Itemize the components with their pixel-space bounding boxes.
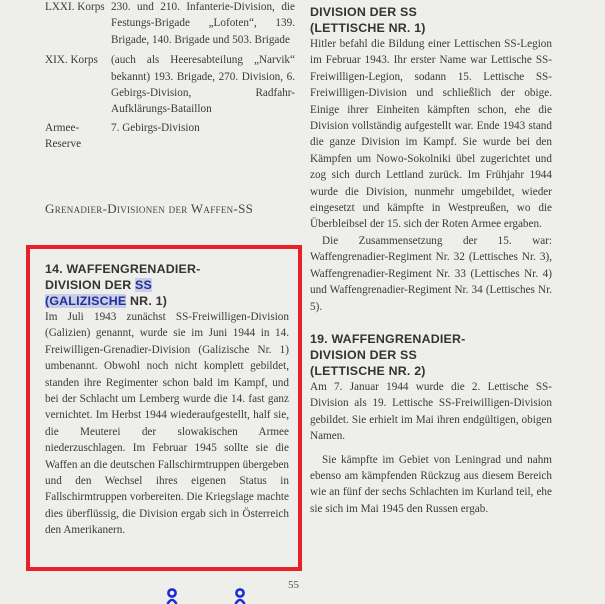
division-14-text: Im Juli 1943 zunächst SS-Freiwilligen-Division (Galizien) genannt, wurde sie im Juni 1944 in 14. Freiwilligen-Grenadier-Division (Galizische Nr. 1) umbenannt. Obwohl noch nicht komplett gebildet, standen ihre Regimenter schon bald im Kampf, und bei der Schlacht um Lemberg wurde die 14. fast ganz vernichtet. Im Herbst 1944 wiederaufgestellt, half sie, die Meuterei der slowakischen Armee niederzuschlagen. Im Februar 1945 sollte sie die Waffen an die deutschen Fallschirmtruppen übergeben und den Wechsel ihres eigenen Status in Fallschirmtruppen vorbereiten. Die Kriegslage machte dies überflüssig, die Division ergab sich in Österreich den Amerikanern. (45, 311, 289, 537)
marker-icon[interactable] (166, 587, 178, 604)
corps-list (45, 0, 295, 153)
highlighted-word[interactable]: (GALIZISCHE (45, 294, 127, 308)
section-heading: Grenadier-Divisionen der Waffen-SS (45, 201, 254, 216)
corps-row (45, 0, 295, 48)
page-number: 55 (288, 579, 299, 591)
highlighted-word[interactable]: SS (135, 278, 152, 292)
corps-name: LXXI. Korps (45, 1, 105, 13)
division-19-title (310, 331, 552, 379)
division-14-title-line: 14. WAFFENGRENADIER- (45, 262, 201, 276)
division-19-text: Am 7. Januar 1944 wurde die 2. Lettische SS-Division als 19. Lettische SS-Freiwilligen-Division gebildet. Sie erhielt im Mai ihren endgültigen, obigen Namen. (310, 380, 552, 443)
corps-desc: (auch als Heeresabteilung „Narvik“ bekannt) 193. Brigade, 270. Division, 6. Gebirgs-Division, Radfahr- Aufklärungs-Bataillon (111, 54, 295, 116)
division-15-title-line: DIVISION DER SS (310, 5, 417, 19)
division-19-title-line: (LETTISCHE NR. 2) (310, 363, 426, 378)
corps-row (45, 120, 295, 153)
corps-name: Armee-Reserve (45, 121, 82, 151)
division-15-title (310, 4, 552, 36)
division-14-title-text: NR. 1) (126, 294, 168, 308)
division-19-title-line: 19. WAFFENGRENADIER- (310, 331, 466, 346)
corps-row (45, 52, 295, 118)
division-14-title-text: DIVISION DER (45, 278, 136, 292)
selection-highlight-box (26, 245, 302, 571)
marker-icon[interactable] (234, 587, 246, 604)
division-15-title-line: (LETTISCHE NR. 1) (310, 21, 426, 35)
corps-name: XIX. Korps (45, 54, 98, 67)
division-19-title-line: DIVISION DER SS (310, 347, 417, 362)
corps-desc: 7. Gebirgs-Division (111, 121, 200, 134)
right-column (310, 0, 552, 517)
division-15-text: Die Zusammensetzung der 15. war: Waffengrenadier-Regiment Nr. 32 (Lettisches Nr. 3), Waffengrenadier-Regiment Nr. 33 (Lettisches Nr. 4) und Waffengrenadier-Regiment Nr. 34 (Lettisches Nr. 5). (310, 234, 552, 313)
division-19-text: Sie kämpfte im Gebiet von Leningrad und nahm ebenso am kämpfenden Rückzug aus diesem Bereich wie an fünf der sechs Schlachten im Kurland teil, ehe sie sich im Mai 1945 den Russen ergab. (310, 453, 552, 515)
division-15-text: Hitler befahl die Bildung einer Lettischen SS-Legion im Februar 1943. Ihr erster Name war Lettische SS-Freiwilligen-Legion, sodann 15. Lettische SS-Freiwilligen-Division und schließlich der obige. Einige ihrer Einheiten kämpften schon, ehe die Division vollständig aufgestellt war. Ende 1943 stand die ganze Division im Kampf. Sie wurde bei den Kämpfen um Nowo-Sokolniki übel zugerichtet und zog sich durch Lettland zurück. Im Frühjahr 1944 wurde die Division, nunmehr umgebildet, wieder eingesetzt und kämpfte in Westpreußen, wo die Überbleibsel der 15. sich der Roten Armee ergaben. (310, 38, 552, 231)
corps-desc: 230. und 210. Infanterie-Division, die Festungs-Brigade „Lofoten“, 139. Brigade, 140. Brigade und 503. Brigade (111, 1, 295, 46)
